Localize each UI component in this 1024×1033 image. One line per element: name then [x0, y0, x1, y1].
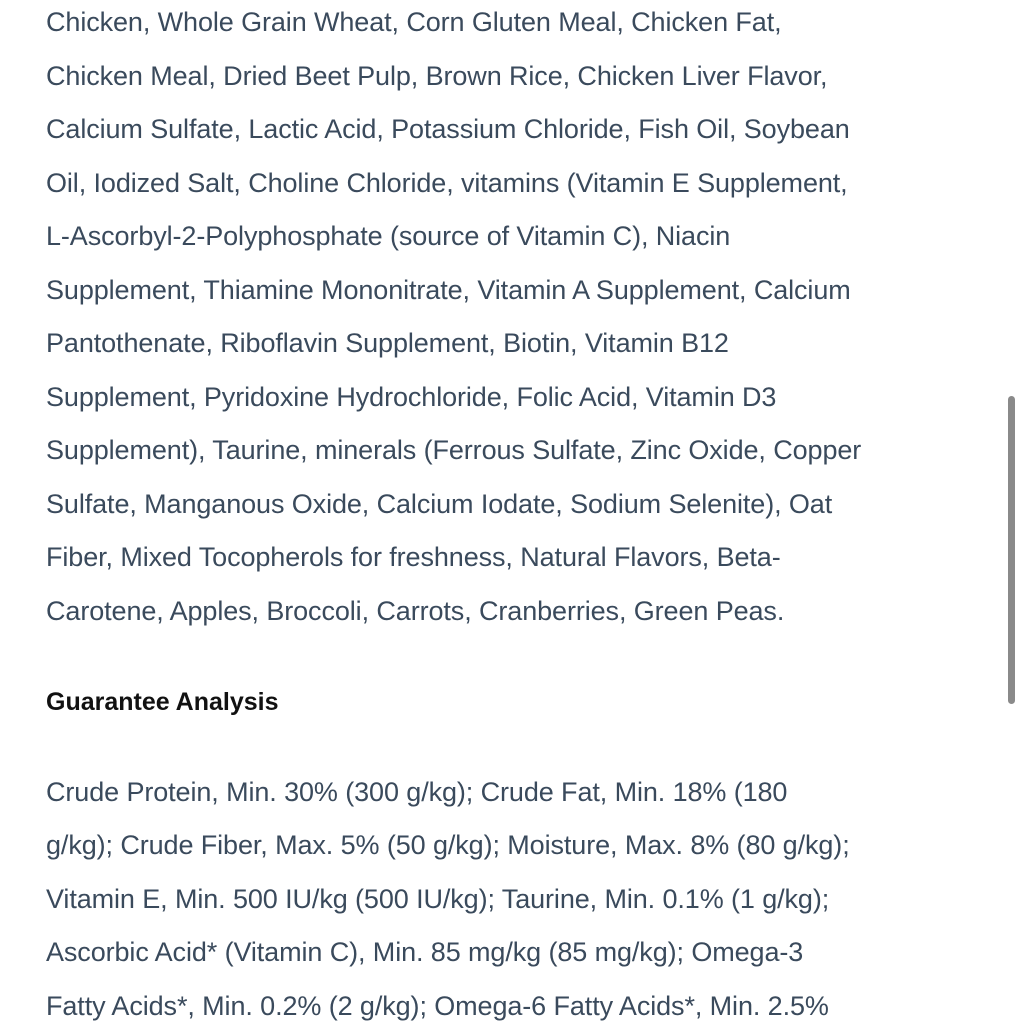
page-content [46, 0, 986, 1033]
guarantee-line: Vitamin E, Min. 500 IU/kg (500 IU/kg); Taurine, Min. 0.1% (1 g/kg); [46, 873, 986, 927]
ingredients-line: Calcium Sulfate, Lactic Acid, Potassium Chloride, Fish Oil, Soybean [46, 103, 986, 157]
ingredients-line: Sulfate, Manganous Oxide, Calcium Iodate, Sodium Selenite), Oat [46, 478, 986, 532]
ingredients-line: Oil, Iodized Salt, Choline Chloride, vitamins (Vitamin E Supplement, [46, 157, 986, 211]
guarantee-line: Fatty Acids*, Min. 0.2% (2 g/kg); Omega-6 Fatty Acids*, Min. 2.5% [46, 980, 986, 1033]
guarantee-analysis-heading: Guarantee Analysis [46, 676, 986, 730]
ingredients-line: Supplement, Pyridoxine Hydrochloride, Folic Acid, Vitamin D3 [46, 371, 986, 425]
ingredients-line: Supplement), Taurine, minerals (Ferrous Sulfate, Zinc Oxide, Copper [46, 424, 986, 478]
ingredients-line: Pantothenate, Riboflavin Supplement, Biotin, Vitamin B12 [46, 317, 986, 371]
vertical-scrollbar[interactable] [1008, 396, 1015, 704]
ingredients-line: Supplement, Thiamine Mononitrate, Vitamin A Supplement, Calcium [46, 264, 986, 318]
ingredients-paragraph [46, 0, 986, 638]
ingredients-line: Chicken Meal, Dried Beet Pulp, Brown Rice, Chicken Liver Flavor, [46, 50, 986, 104]
ingredients-line: Fiber, Mixed Tocopherols for freshness, Natural Flavors, Beta- [46, 531, 986, 585]
guarantee-line: g/kg); Crude Fiber, Max. 5% (50 g/kg); Moisture, Max. 8% (80 g/kg); [46, 819, 986, 873]
ingredients-line: Chicken, Whole Grain Wheat, Corn Gluten Meal, Chicken Fat, [46, 0, 986, 50]
ingredients-line: L-Ascorbyl-2-Polyphosphate (source of Vitamin C), Niacin [46, 210, 986, 264]
guarantee-line: Ascorbic Acid* (Vitamin C), Min. 85 mg/kg (85 mg/kg); Omega-3 [46, 926, 986, 980]
ingredients-line: Carotene, Apples, Broccoli, Carrots, Cranberries, Green Peas. [46, 585, 986, 639]
guarantee-line: Crude Protein, Min. 30% (300 g/kg); Crude Fat, Min. 18% (180 [46, 766, 986, 820]
guarantee-analysis-paragraph [46, 766, 986, 1033]
